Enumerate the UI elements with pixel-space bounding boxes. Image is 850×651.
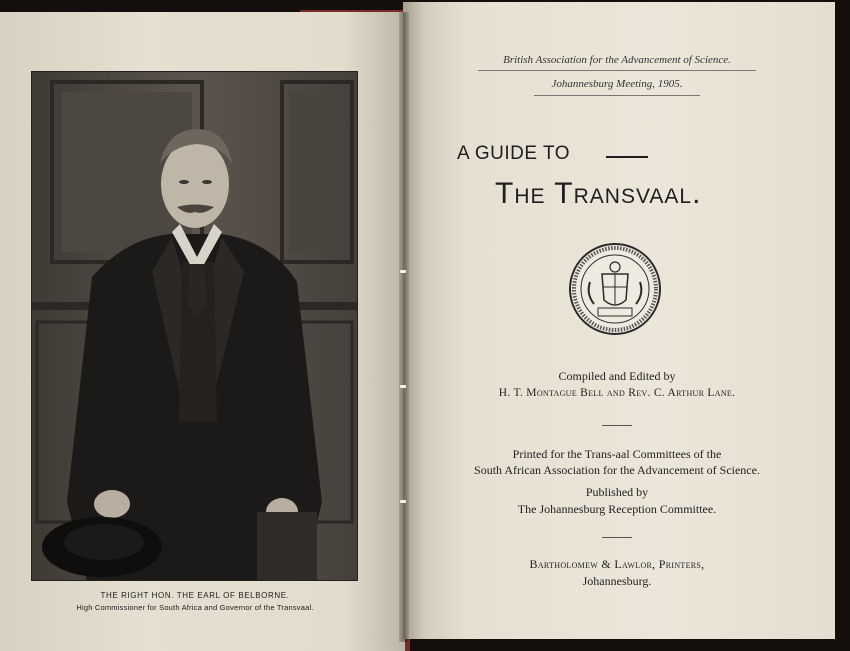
- binding-stitch: [400, 385, 406, 388]
- photo-caption-subtitle: High Commissioner for South Africa and Governor of the Transvaal.: [76, 603, 314, 612]
- association-header: British Association for the Advancement of Science.: [503, 54, 731, 66]
- portrait-photo-icon: [31, 71, 358, 581]
- published-by-line-1: Published by: [585, 485, 649, 499]
- binding-stitch: [400, 500, 406, 503]
- title-dash: [606, 156, 648, 158]
- title-line-1: A GUIDE TO: [457, 143, 571, 164]
- meeting-header: Johannesburg Meeting, 1905.: [551, 78, 683, 90]
- printers-line-1: Bartholomew & Lawlor, Printers,: [529, 557, 705, 571]
- compiled-by-text: Compiled and Edited by: [558, 369, 676, 383]
- title-line-2: The Transvaal.: [495, 177, 702, 210]
- header-rule: [534, 95, 700, 96]
- header-rule: [478, 70, 756, 71]
- section-rule: [602, 425, 632, 426]
- binding-stitch: [400, 270, 406, 273]
- printed-for-line-2: South African Association for the Advancement of Science.: [474, 463, 760, 477]
- book-gutter: [399, 12, 409, 642]
- printers-line-2: Johannesburg.: [582, 574, 652, 588]
- published-by-line-2: The Johannesburg Reception Committee.: [517, 502, 717, 516]
- printed-for-line-1: Printed for the Trans-aal Committees of the: [512, 447, 722, 461]
- photo-caption-title: THE RIGHT HON. THE EARL OF BELBORNE.: [100, 591, 290, 600]
- transvaal-seal-icon: [568, 242, 662, 336]
- section-rule: [602, 537, 632, 538]
- editors-text: H. T. Montague Bell and Rev. C. Arthur Lane.: [498, 387, 736, 399]
